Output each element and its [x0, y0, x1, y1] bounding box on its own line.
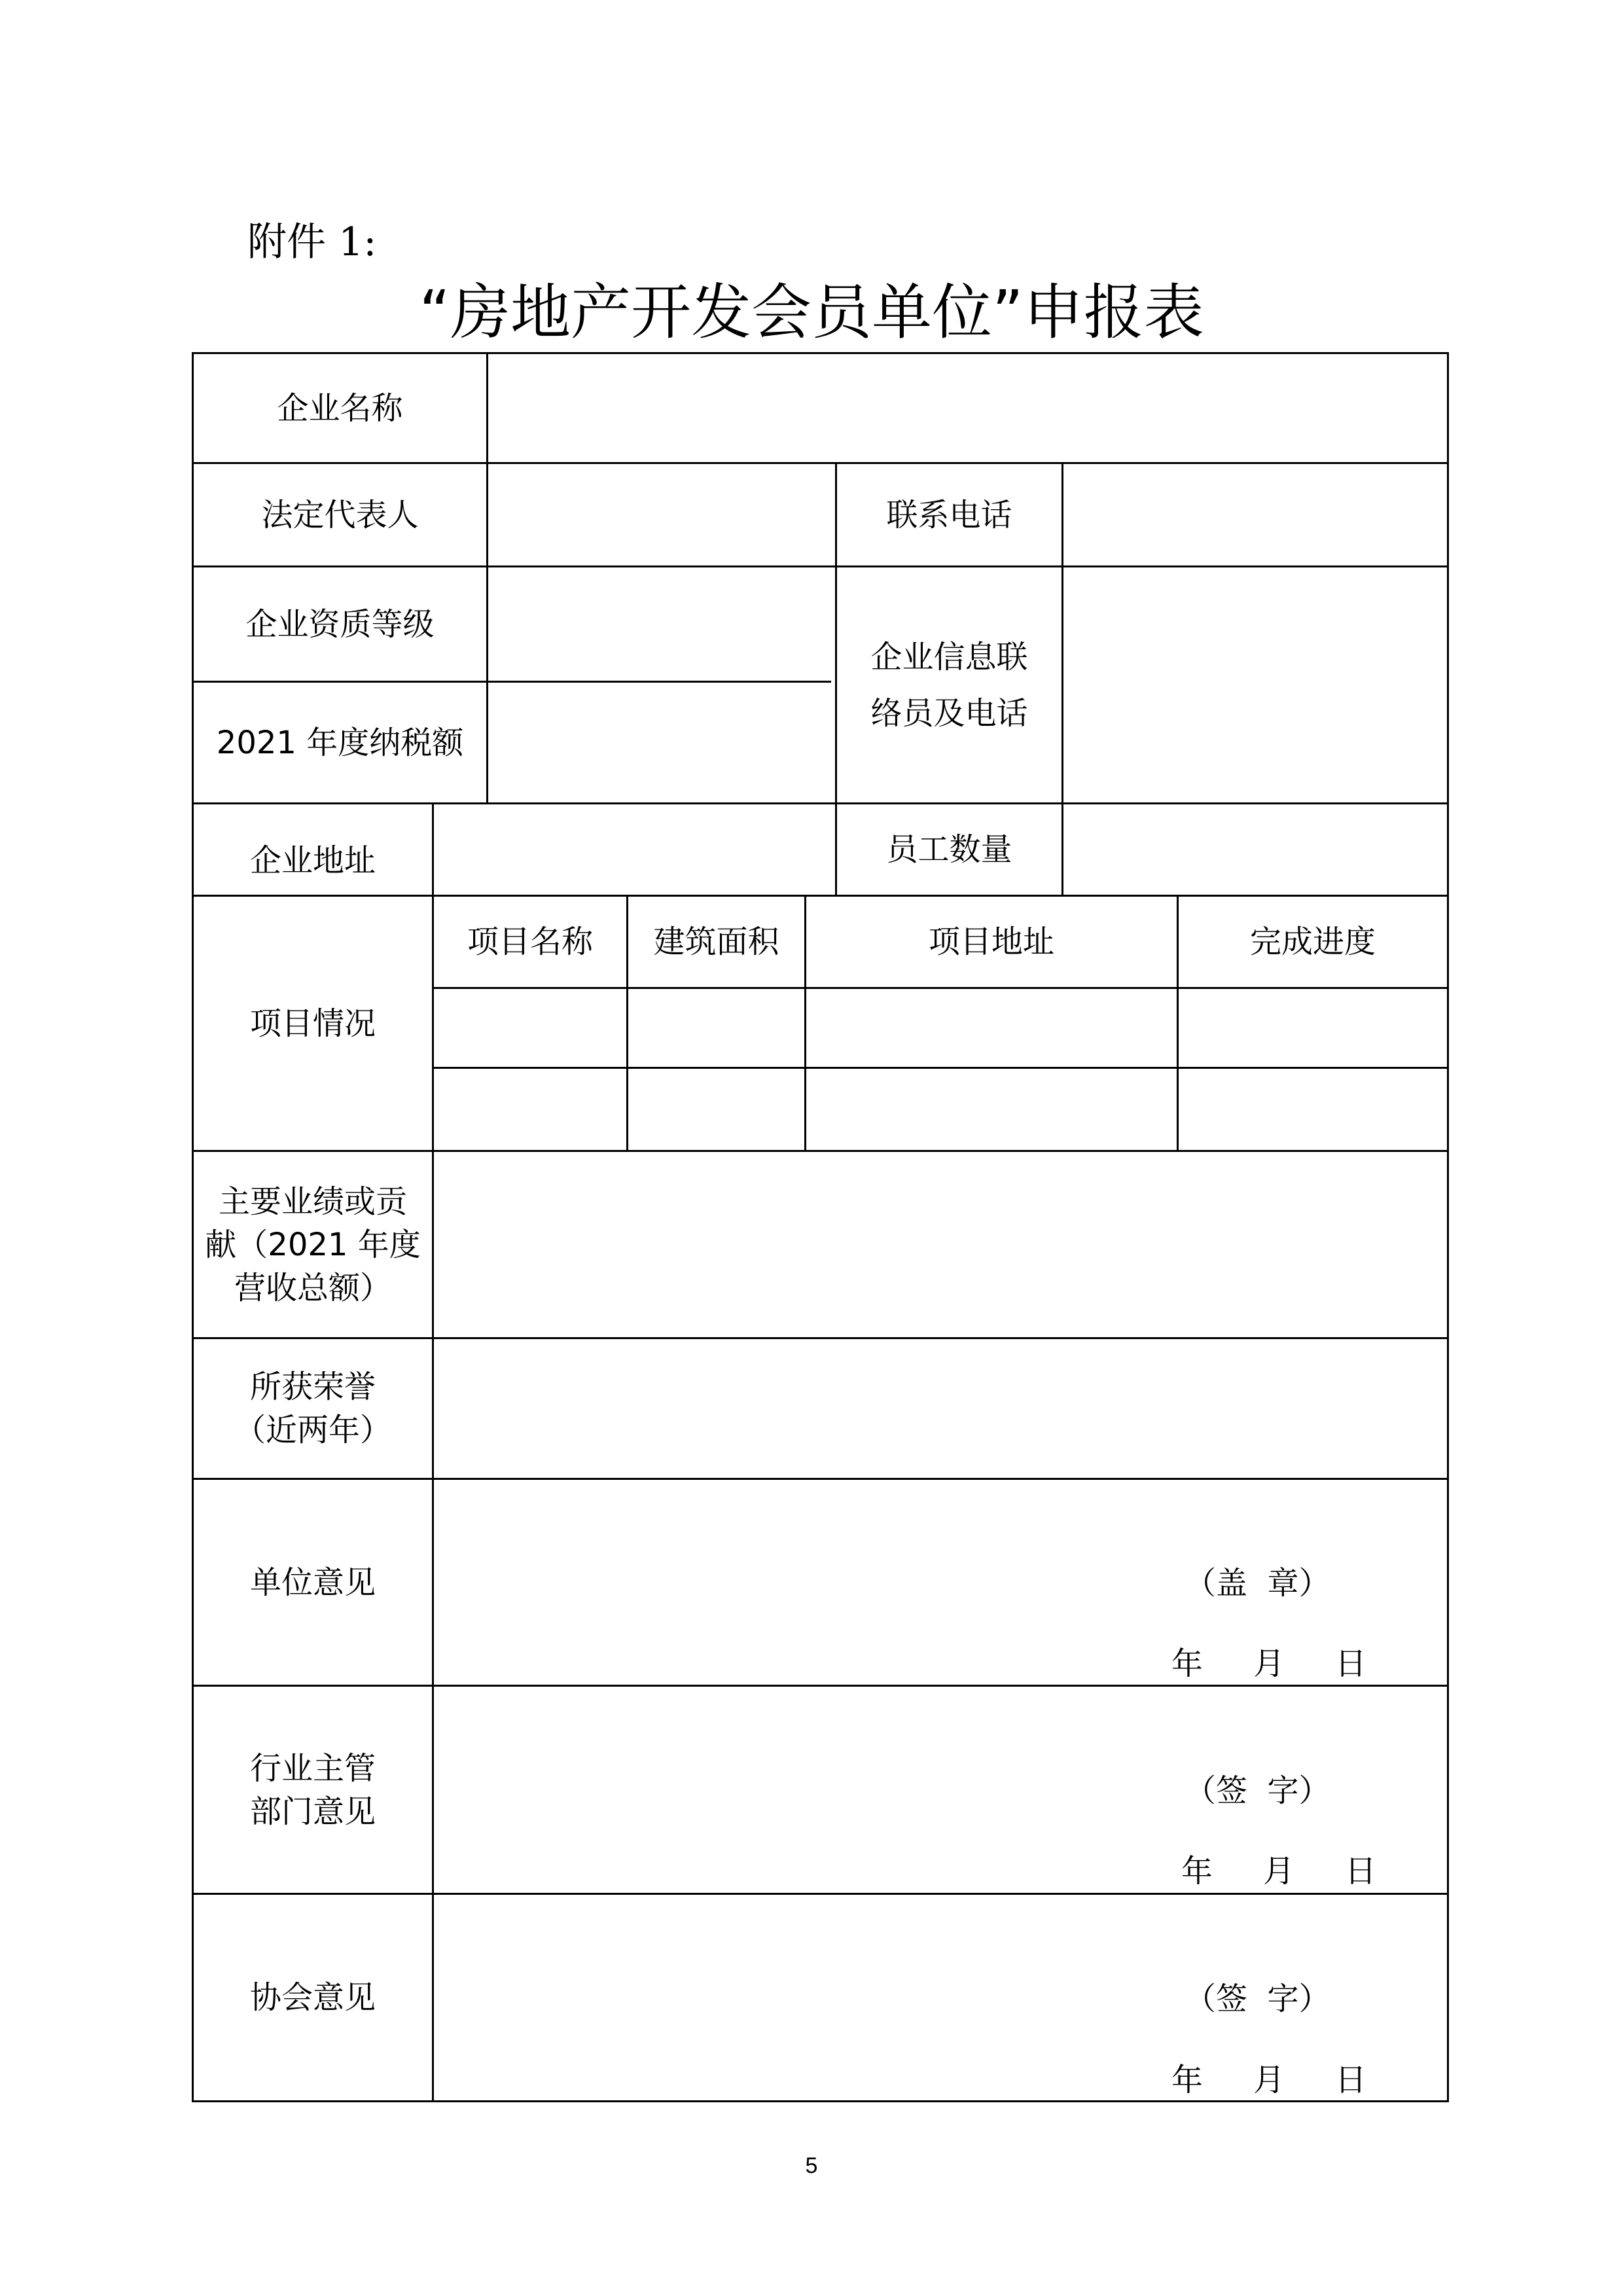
honors-line-2: （近两年） — [234, 1412, 391, 1448]
label-employee-count: 员工数量 — [886, 831, 1012, 868]
date-month: 月 — [1263, 1853, 1295, 1890]
department-opinion-lines — [250, 1747, 376, 1833]
row-divider — [432, 1067, 1449, 1069]
column-divider — [1061, 462, 1063, 897]
label-company-address: 企业地址 — [249, 842, 376, 879]
header-completion-progress: 完成进度 — [1249, 924, 1376, 960]
table-border-bottom — [192, 2100, 1449, 2102]
achievements-lines — [205, 1180, 420, 1310]
label-company-name: 企业名称 — [277, 389, 403, 427]
label-tax-2021: 2021 年度纳税额 — [216, 724, 464, 761]
info-contact-line-2: 络员及电话 — [870, 694, 1028, 732]
label-legal-representative: 法定代表人 — [261, 496, 419, 533]
label-association-opinion: 协会意见 — [249, 1979, 376, 2016]
honors-line-1: 所获荣誉 — [249, 1369, 376, 1405]
header-project-name: 项目名称 — [467, 924, 593, 960]
date-month: 月 — [1253, 1645, 1285, 1682]
date-day: 日 — [1335, 2062, 1367, 2098]
label-honors — [194, 1339, 432, 1478]
date-month: 月 — [1253, 2062, 1285, 2098]
info-contact-line-1: 企业信息联 — [870, 638, 1028, 675]
department-opinion-line-2: 部门意见 — [249, 1793, 376, 1830]
label-info-contact — [837, 567, 1061, 802]
column-divider — [486, 352, 488, 804]
date-year: 年 — [1171, 1645, 1204, 1682]
signature-mark: （签 字） — [1185, 1981, 1330, 2017]
date-year: 年 — [1181, 1853, 1213, 1890]
achievements-line-1: 主要业绩或贡 — [218, 1183, 407, 1220]
header-project-address: 项目地址 — [928, 924, 1054, 960]
signature-mark: （签 字） — [1185, 1772, 1330, 1809]
attachment-label: 附件 1: — [247, 219, 377, 265]
label-project-situation: 项目情况 — [249, 1005, 376, 1042]
header-building-area: 建筑面积 — [653, 924, 779, 960]
date-day: 日 — [1335, 1645, 1367, 1682]
seal-mark: （盖 章） — [1185, 1565, 1330, 1602]
label-contact-phone: 联系电话 — [886, 496, 1012, 533]
label-department-opinion — [194, 1687, 432, 1893]
label-unit-opinion: 单位意见 — [249, 1564, 376, 1601]
info-contact-lines — [870, 636, 1027, 735]
table-border-right — [1447, 352, 1449, 2102]
date-year: 年 — [1171, 2062, 1204, 2098]
column-divider — [432, 802, 434, 2102]
row-divider — [432, 987, 1449, 989]
label-main-achievements — [194, 1152, 432, 1337]
date-day: 日 — [1345, 1853, 1377, 1890]
department-opinion-line-1: 行业主管 — [249, 1749, 376, 1787]
label-qualification-level: 企业资质等级 — [245, 605, 435, 643]
achievements-line-2: 献（2021 年度 — [205, 1226, 421, 1263]
honors-lines — [234, 1365, 391, 1452]
form-title: “房地产开发会员单位”申报表 — [419, 278, 1204, 348]
page-number: 5 — [805, 2153, 818, 2178]
achievements-line-3: 营收总额） — [234, 1269, 391, 1306]
